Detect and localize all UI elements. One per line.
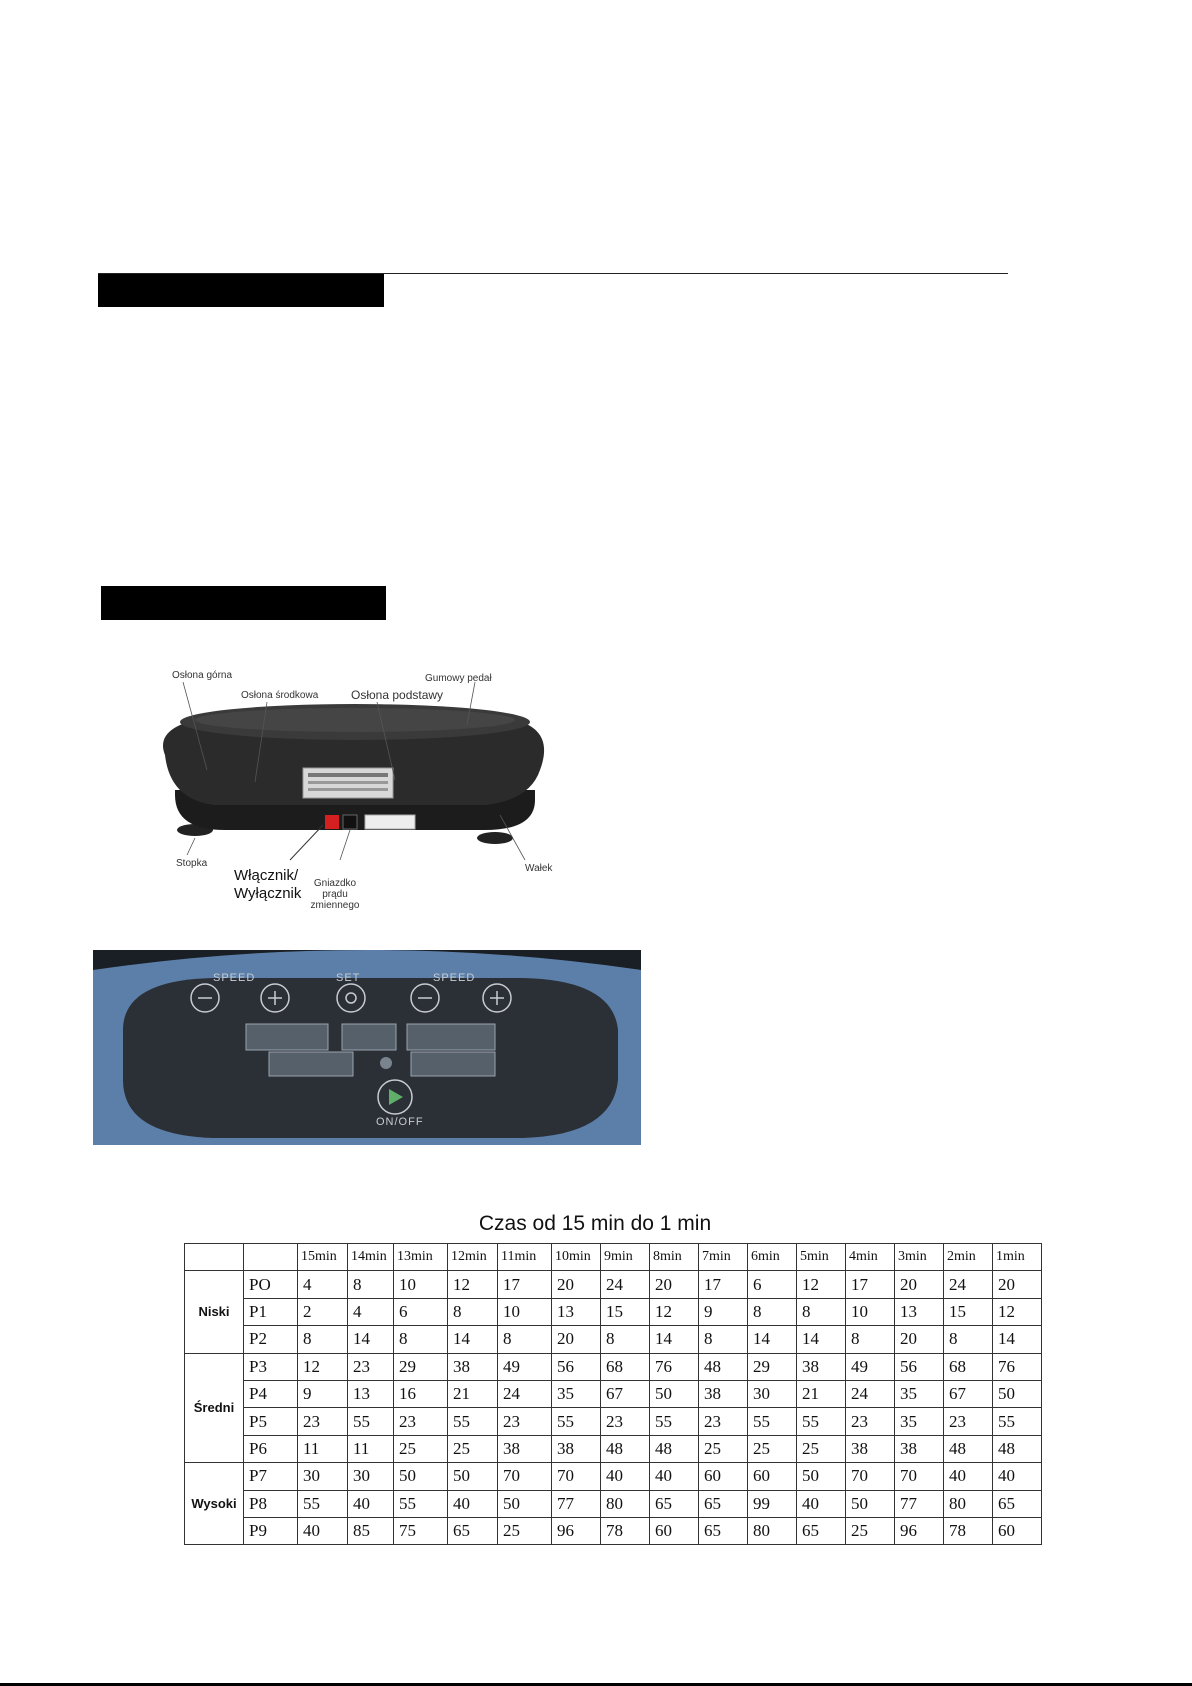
value-cell: 60: [699, 1463, 748, 1490]
value-cell: 50: [394, 1463, 448, 1490]
value-cell: 49: [846, 1353, 895, 1380]
value-cell: 55: [448, 1408, 498, 1435]
program-cell: P7: [244, 1463, 298, 1490]
value-cell: 12: [448, 1271, 498, 1298]
value-cell: 6: [748, 1271, 797, 1298]
value-cell: 8: [748, 1298, 797, 1325]
value-cell: 38: [552, 1435, 601, 1462]
table-header-cell: 8min: [650, 1244, 699, 1271]
table-row: [185, 1353, 1042, 1380]
value-cell: 65: [699, 1517, 748, 1544]
value-cell: 10: [394, 1271, 448, 1298]
program-cell: P3: [244, 1353, 298, 1380]
value-cell: 67: [601, 1380, 650, 1407]
program-cell: P9: [244, 1517, 298, 1544]
value-cell: 23: [601, 1408, 650, 1435]
table-header-cell: 14min: [348, 1244, 394, 1271]
program-cell: P8: [244, 1490, 298, 1517]
value-cell: 14: [748, 1326, 797, 1353]
value-cell: 17: [699, 1271, 748, 1298]
value-cell: 68: [944, 1353, 993, 1380]
value-cell: 38: [448, 1353, 498, 1380]
value-cell: 60: [993, 1517, 1042, 1544]
value-cell: 8: [298, 1326, 348, 1353]
value-cell: 24: [498, 1380, 552, 1407]
value-cell: 24: [601, 1271, 650, 1298]
value-cell: 14: [650, 1326, 699, 1353]
value-cell: 55: [993, 1408, 1042, 1435]
value-cell: 23: [498, 1408, 552, 1435]
value-cell: 50: [797, 1463, 846, 1490]
table-row: [185, 1271, 1042, 1298]
value-cell: 20: [895, 1326, 944, 1353]
table-header-row: [185, 1244, 1042, 1271]
value-cell: 8: [797, 1298, 846, 1325]
table-header-cell: 5min: [797, 1244, 846, 1271]
value-cell: 25: [699, 1435, 748, 1462]
value-cell: 75: [394, 1517, 448, 1544]
value-cell: 17: [498, 1271, 552, 1298]
value-cell: 8: [394, 1326, 448, 1353]
value-cell: 55: [394, 1490, 448, 1517]
value-cell: 13: [348, 1380, 394, 1407]
value-cell: 20: [650, 1271, 699, 1298]
value-cell: 38: [797, 1353, 846, 1380]
program-cell: P1: [244, 1298, 298, 1325]
value-cell: 35: [895, 1380, 944, 1407]
table-row: [185, 1435, 1042, 1462]
value-cell: 25: [846, 1517, 895, 1544]
value-cell: 15: [601, 1298, 650, 1325]
value-cell: 38: [846, 1435, 895, 1462]
value-cell: 25: [448, 1435, 498, 1462]
program-cell: P5: [244, 1408, 298, 1435]
table-header-cell: 11min: [498, 1244, 552, 1271]
value-cell: 16: [394, 1380, 448, 1407]
value-cell: 4: [298, 1271, 348, 1298]
value-cell: 55: [348, 1408, 394, 1435]
value-cell: 48: [650, 1435, 699, 1462]
value-cell: 55: [298, 1490, 348, 1517]
value-cell: 24: [944, 1271, 993, 1298]
value-cell: 49: [498, 1353, 552, 1380]
table-header-empty: [185, 1244, 244, 1271]
value-cell: 38: [895, 1435, 944, 1462]
value-cell: 78: [944, 1517, 993, 1544]
value-cell: 70: [498, 1463, 552, 1490]
panel-set-label: SET: [336, 972, 361, 984]
value-cell: 12: [993, 1298, 1042, 1325]
value-cell: 85: [348, 1517, 394, 1544]
value-cell: 8: [448, 1298, 498, 1325]
value-cell: 29: [748, 1353, 797, 1380]
value-cell: 40: [993, 1463, 1042, 1490]
value-cell: 65: [650, 1490, 699, 1517]
table-header-cell: 2min: [944, 1244, 993, 1271]
value-cell: 55: [797, 1408, 846, 1435]
value-cell: 25: [498, 1517, 552, 1544]
value-cell: 14: [448, 1326, 498, 1353]
value-cell: 80: [601, 1490, 650, 1517]
value-cell: 21: [448, 1380, 498, 1407]
value-cell: 70: [895, 1463, 944, 1490]
value-cell: 8: [348, 1271, 394, 1298]
value-cell: 30: [348, 1463, 394, 1490]
table-header-empty: [244, 1244, 298, 1271]
intensity-level-cell: Wysoki: [185, 1463, 244, 1545]
value-cell: 11: [298, 1435, 348, 1462]
section-header-bar: [98, 274, 384, 307]
value-cell: 2: [298, 1298, 348, 1325]
value-cell: 67: [944, 1380, 993, 1407]
value-cell: 21: [797, 1380, 846, 1407]
value-cell: 55: [650, 1408, 699, 1435]
value-cell: 14: [993, 1326, 1042, 1353]
product-diagram: [155, 660, 575, 920]
value-cell: 68: [601, 1353, 650, 1380]
value-cell: 76: [993, 1353, 1042, 1380]
value-cell: 10: [846, 1298, 895, 1325]
value-cell: 23: [846, 1408, 895, 1435]
value-cell: 40: [298, 1517, 348, 1544]
value-cell: 8: [601, 1326, 650, 1353]
value-cell: 25: [748, 1435, 797, 1462]
value-cell: 9: [699, 1298, 748, 1325]
value-cell: 80: [944, 1490, 993, 1517]
value-cell: 12: [650, 1298, 699, 1325]
value-cell: 4: [348, 1298, 394, 1325]
value-cell: 40: [601, 1463, 650, 1490]
intensity-level-cell: Średni: [185, 1353, 244, 1463]
program-cell: P6: [244, 1435, 298, 1462]
value-cell: 40: [448, 1490, 498, 1517]
program-cell: P4: [244, 1380, 298, 1407]
table-header-cell: 4min: [846, 1244, 895, 1271]
value-cell: 35: [895, 1408, 944, 1435]
program-cell: P2: [244, 1326, 298, 1353]
value-cell: 56: [895, 1353, 944, 1380]
label-wlacznik: Włącznik/ Wyłącznik: [234, 867, 302, 902]
table-row: [185, 1408, 1042, 1435]
value-cell: 70: [552, 1463, 601, 1490]
value-cell: 40: [797, 1490, 846, 1517]
label-walek: Wałek: [525, 863, 553, 874]
program-time-table: [184, 1243, 1042, 1545]
value-cell: 35: [552, 1380, 601, 1407]
value-cell: 77: [895, 1490, 944, 1517]
value-cell: 17: [846, 1271, 895, 1298]
value-cell: 48: [944, 1435, 993, 1462]
value-cell: 15: [944, 1298, 993, 1325]
table-header-cell: 1min: [993, 1244, 1042, 1271]
value-cell: 40: [348, 1490, 394, 1517]
label-stopka: Stopka: [176, 858, 208, 869]
program-cell: PO: [244, 1271, 298, 1298]
value-cell: 60: [748, 1463, 797, 1490]
table-header-cell: 15min: [298, 1244, 348, 1271]
value-cell: 8: [498, 1326, 552, 1353]
value-cell: 8: [699, 1326, 748, 1353]
intensity-level-cell: Niski: [185, 1271, 244, 1353]
value-cell: 76: [650, 1353, 699, 1380]
value-cell: 20: [895, 1271, 944, 1298]
value-cell: 38: [498, 1435, 552, 1462]
value-cell: 65: [993, 1490, 1042, 1517]
table-header-cell: 9min: [601, 1244, 650, 1271]
value-cell: 40: [650, 1463, 699, 1490]
value-cell: 23: [298, 1408, 348, 1435]
value-cell: 8: [944, 1326, 993, 1353]
value-cell: 13: [552, 1298, 601, 1325]
value-cell: 48: [699, 1353, 748, 1380]
label-gniazdko: Gniazdko prądu zmiennego: [310, 878, 360, 911]
control-panel-image: [93, 950, 641, 1145]
value-cell: 65: [797, 1517, 846, 1544]
value-cell: 23: [944, 1408, 993, 1435]
value-cell: 78: [601, 1517, 650, 1544]
value-cell: 60: [650, 1517, 699, 1544]
table-row: [185, 1517, 1042, 1544]
value-cell: 50: [498, 1490, 552, 1517]
value-cell: 50: [650, 1380, 699, 1407]
value-cell: 20: [552, 1326, 601, 1353]
value-cell: 70: [846, 1463, 895, 1490]
table-header-cell: 3min: [895, 1244, 944, 1271]
panel-on-off-label: ON/OFF: [376, 1116, 424, 1128]
value-cell: 24: [846, 1380, 895, 1407]
table-row: [185, 1463, 1042, 1490]
label-gumowy-pedal: Gumowy pedał: [425, 673, 492, 684]
table-title: Czas od 15 min do 1 min: [478, 1212, 712, 1235]
value-cell: 48: [993, 1435, 1042, 1462]
value-cell: 40: [944, 1463, 993, 1490]
value-cell: 20: [993, 1271, 1042, 1298]
table-header-cell: 7min: [699, 1244, 748, 1271]
value-cell: 56: [552, 1353, 601, 1380]
value-cell: 50: [993, 1380, 1042, 1407]
value-cell: 20: [552, 1271, 601, 1298]
value-cell: 29: [394, 1353, 448, 1380]
value-cell: 14: [348, 1326, 394, 1353]
value-cell: 99: [748, 1490, 797, 1517]
value-cell: 8: [846, 1326, 895, 1353]
value-cell: 55: [552, 1408, 601, 1435]
value-cell: 23: [348, 1353, 394, 1380]
table-header-cell: 6min: [748, 1244, 797, 1271]
value-cell: 65: [448, 1517, 498, 1544]
value-cell: 30: [748, 1380, 797, 1407]
panel-speed-right-label: SPEED: [433, 972, 476, 984]
label-oslona-podstawy: Osłona podstawy: [351, 688, 444, 702]
value-cell: 50: [846, 1490, 895, 1517]
value-cell: 12: [797, 1271, 846, 1298]
value-cell: 65: [699, 1490, 748, 1517]
value-cell: 23: [394, 1408, 448, 1435]
value-cell: 50: [448, 1463, 498, 1490]
table-header-cell: 10min: [552, 1244, 601, 1271]
table-header-cell: 12min: [448, 1244, 498, 1271]
value-cell: 14: [797, 1326, 846, 1353]
table-row: [185, 1380, 1042, 1407]
value-cell: 23: [699, 1408, 748, 1435]
value-cell: 48: [601, 1435, 650, 1462]
panel-speed-left-label: SPEED: [213, 972, 256, 984]
value-cell: 9: [298, 1380, 348, 1407]
table-header-cell: 13min: [394, 1244, 448, 1271]
value-cell: 30: [298, 1463, 348, 1490]
value-cell: 11: [348, 1435, 394, 1462]
value-cell: 25: [394, 1435, 448, 1462]
label-oslona-gorna: Osłona górna: [172, 670, 233, 681]
value-cell: 96: [552, 1517, 601, 1544]
value-cell: 10: [498, 1298, 552, 1325]
value-cell: 6: [394, 1298, 448, 1325]
value-cell: 25: [797, 1435, 846, 1462]
value-cell: 38: [699, 1380, 748, 1407]
section-header-bar: [101, 586, 386, 620]
table-row: [185, 1298, 1042, 1325]
value-cell: 80: [748, 1517, 797, 1544]
table-row: [185, 1490, 1042, 1517]
table-row: [185, 1326, 1042, 1353]
value-cell: 96: [895, 1517, 944, 1544]
value-cell: 12: [298, 1353, 348, 1380]
label-oslona-srodkowa: Osłona środkowa: [241, 690, 319, 701]
value-cell: 77: [552, 1490, 601, 1517]
value-cell: 13: [895, 1298, 944, 1325]
value-cell: 55: [748, 1408, 797, 1435]
